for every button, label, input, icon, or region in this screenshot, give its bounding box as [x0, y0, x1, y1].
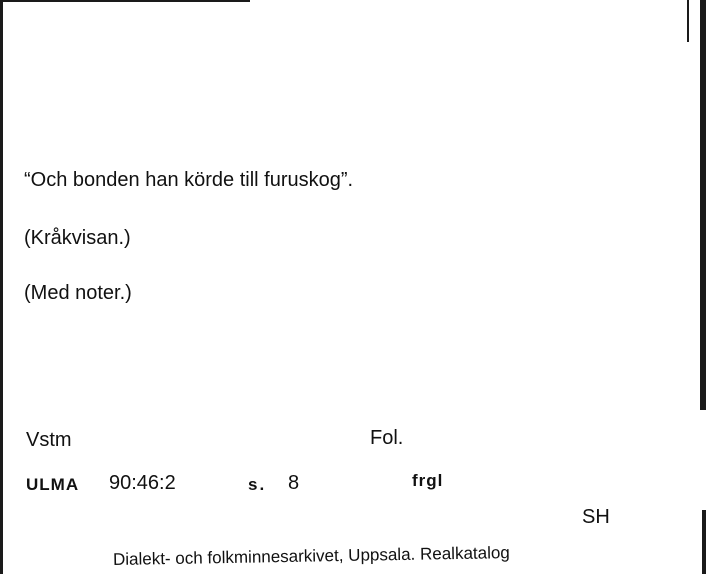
page-number: 8 — [288, 472, 300, 494]
card-left-edge — [0, 0, 3, 574]
page-label: s. — [248, 475, 267, 494]
province-label: Vstm — [26, 429, 72, 451]
card-right-edge — [700, 0, 706, 410]
archive-code: ULMA — [26, 475, 80, 494]
archive-number: 90:46:2 — [109, 472, 176, 494]
card-footer: Dialekt- och folkminnesarkivet, Uppsala. Realkatalog — [112, 543, 510, 569]
card-top-edge — [0, 0, 250, 2]
notation-note: (Med noter.) — [24, 282, 132, 304]
note-code: frgl — [412, 471, 444, 490]
genre-label: Fol. — [370, 427, 404, 449]
card-right-edge-mark — [687, 0, 689, 42]
recorder-signature: SH — [582, 506, 610, 528]
card-right-edge-lower — [702, 510, 706, 574]
song-title: “Och bonden han körde till furuskog”. — [24, 169, 354, 191]
song-alt-title: (Kråkvisan.) — [24, 227, 131, 249]
